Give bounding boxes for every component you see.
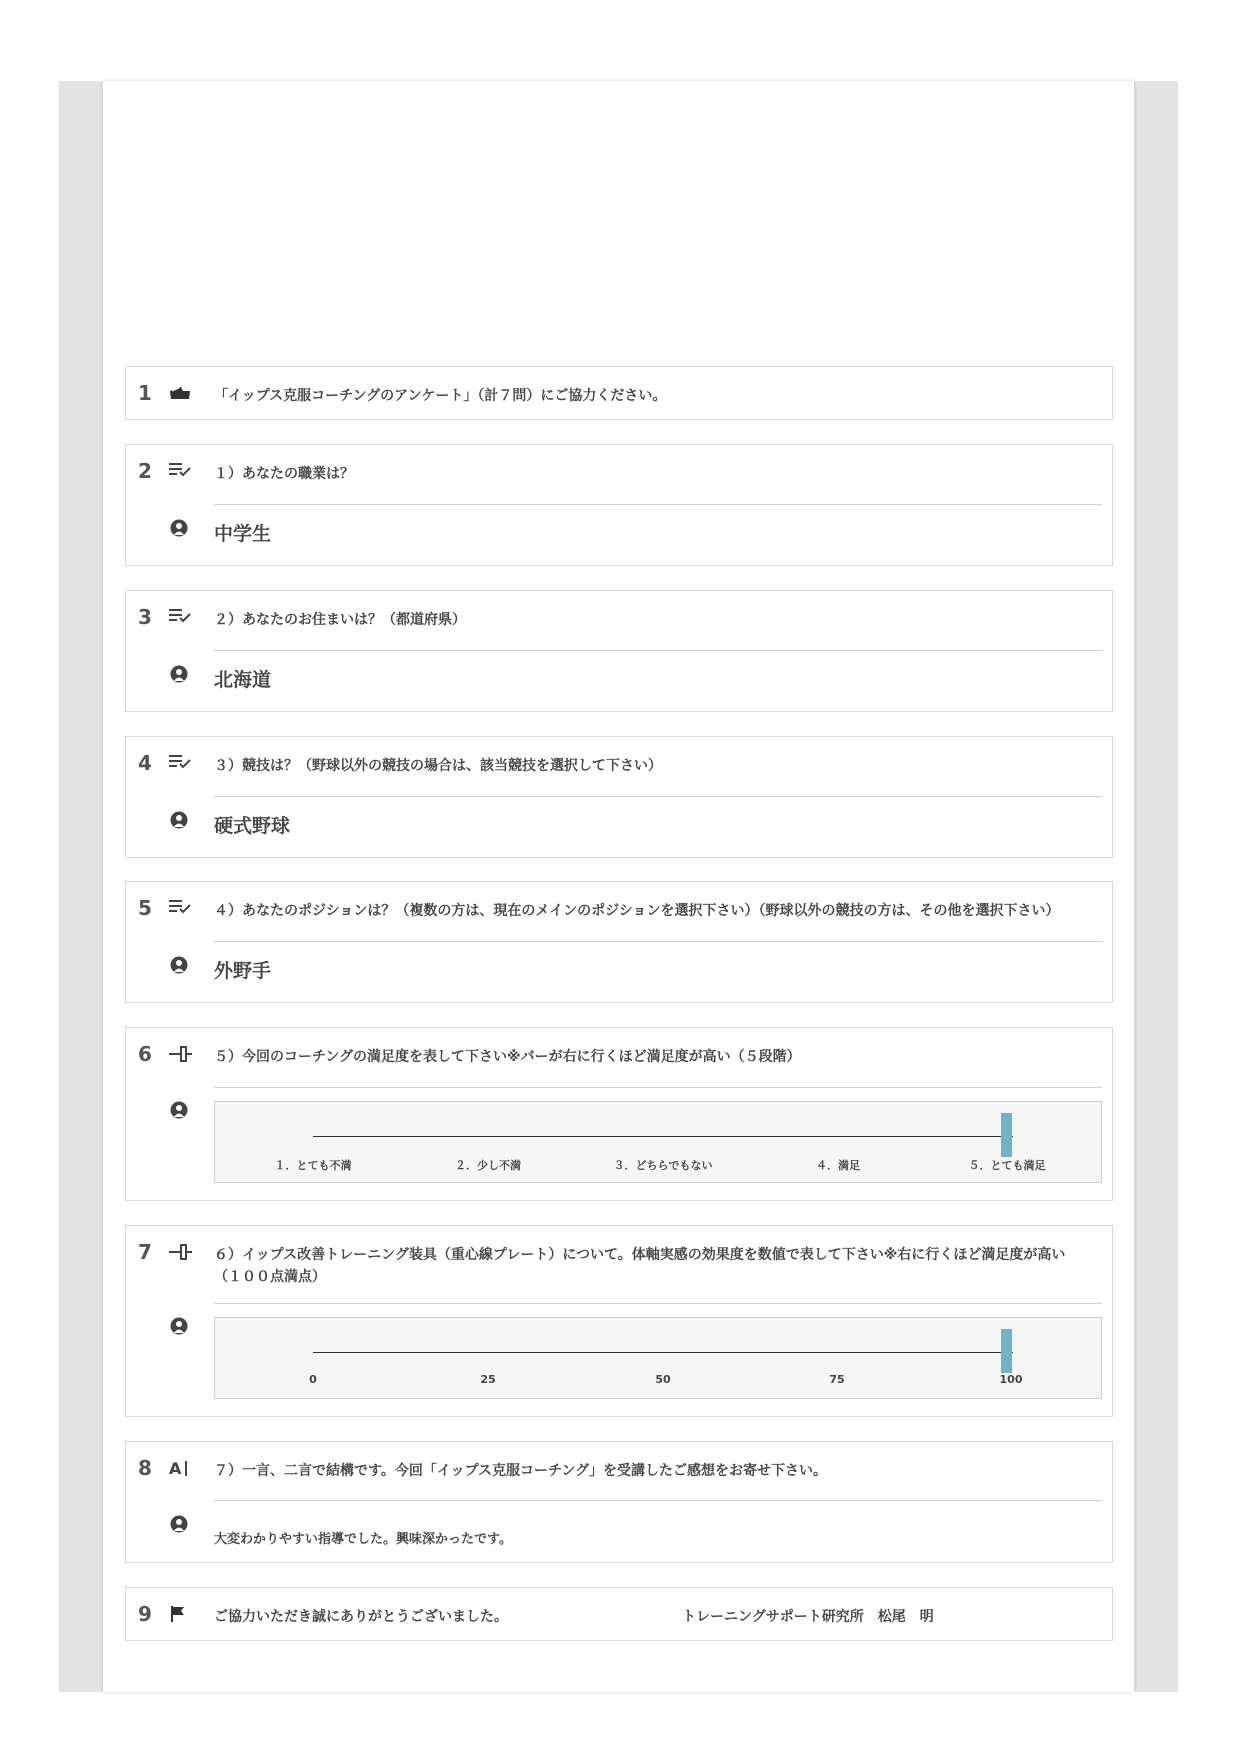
divider [214, 1500, 1102, 1501]
question-text: ２）あなたのお住まいは？（都道府県） [214, 612, 466, 628]
question-card [125, 881, 1113, 1003]
respondent-icon [170, 1317, 188, 1335]
closing-card [125, 1587, 1113, 1641]
divider [214, 1087, 1102, 1088]
scale-label: １．とても不満 [274, 1159, 352, 1172]
checklist-icon [169, 899, 193, 919]
checklist-icon [169, 754, 193, 774]
item-number: 6 [138, 1042, 152, 1066]
respondent-icon [170, 811, 188, 829]
respondent-icon [170, 956, 188, 974]
free-text-card [125, 1441, 1113, 1563]
question-text: ４）あなたのポジションは？（複数の方は、現在のメインのポジションを選択下さい）（野球以外の競技の方は、その他を選択下さい） [214, 903, 1060, 919]
effect-slider[interactable] [214, 1317, 1102, 1399]
slider-icon [169, 1243, 193, 1263]
scale-label: ２．少し不満 [455, 1159, 521, 1172]
respondent-icon [170, 665, 188, 683]
item-number: 3 [138, 605, 152, 629]
organization-name: トレーニングサポート研究所 松尾 明 [682, 1609, 934, 1625]
divider [214, 941, 1102, 942]
slider-icon [169, 1045, 193, 1065]
question-text: ５）今回のコーチングの満足度を表して下さい※バーが右に行くほど満足度が高い（５段階） [214, 1049, 801, 1065]
divider [214, 504, 1102, 505]
scale-label: ４．満足 [816, 1159, 860, 1172]
slider-track [313, 1352, 1013, 1353]
divider [214, 796, 1102, 797]
question-text: １）あなたの職業は？ [214, 466, 354, 482]
item-number: 2 [138, 459, 152, 483]
divider [214, 1303, 1102, 1304]
respondent-icon [170, 519, 188, 537]
slider-handle[interactable] [1001, 1329, 1012, 1373]
text-input-icon [169, 1459, 193, 1479]
question-card [125, 590, 1113, 712]
checklist-icon [169, 462, 193, 482]
intro-text: 「イップス克服コーチングのアンケート」（計７問）にご協力ください。 [214, 388, 667, 404]
checklist-icon [169, 608, 193, 628]
flag-icon [169, 1605, 193, 1625]
respondent-icon [170, 1515, 188, 1533]
slider-handle[interactable] [1001, 1113, 1012, 1157]
answer-text: 外野手 [214, 960, 272, 982]
scale-label: 25 [480, 1373, 496, 1386]
respondent-icon [170, 1101, 188, 1119]
left-margin-panel [59, 81, 103, 1692]
intro-card [125, 366, 1113, 420]
answer-text: 中学生 [214, 523, 272, 545]
scale-label: 100 [999, 1373, 1023, 1386]
scale-question-card [125, 1225, 1113, 1417]
scale-label: 0 [309, 1373, 317, 1386]
scale-label: ５．とても満足 [968, 1159, 1046, 1172]
scale-label: ３．どちらでもない [613, 1159, 713, 1172]
closing-text: ご協力いただき誠にありがとうございました。 [214, 1609, 508, 1625]
scale-label: 50 [655, 1373, 671, 1386]
item-number: 5 [138, 896, 152, 920]
answer-text: 北海道 [214, 669, 272, 691]
item-number: 4 [138, 751, 152, 775]
svg-text:A: A [169, 1459, 182, 1477]
question-text: ６）イップス改善トレーニング装具（重心線プレート）について。体軸実感の効果度を数値で表して下さい※右に行くほど満足度が高い（１００点満点） [214, 1247, 1066, 1285]
item-number: 9 [138, 1602, 152, 1626]
item-number: 1 [138, 381, 152, 405]
item-number: 7 [138, 1240, 152, 1264]
question-text: ３）競技は？（野球以外の競技の場合は、該当競技を選択して下さい） [214, 758, 662, 774]
right-margin-panel [1134, 81, 1178, 1692]
answer-text: 硬式野球 [214, 815, 291, 837]
answer-text: 大変わかりやすい指導でした。興味深かったです。 [214, 1532, 512, 1547]
welcome-icon [169, 384, 193, 404]
satisfaction-slider[interactable] [214, 1101, 1102, 1183]
scale-label: 75 [829, 1373, 845, 1386]
slider-track [313, 1136, 1013, 1137]
scale-question-card [125, 1027, 1113, 1201]
question-text: ７）一言、二言で結構です。今回「イップス克服コーチング」を受講したご感想をお寄せ下さい。 [214, 1463, 828, 1479]
question-card [125, 736, 1113, 858]
item-number: 8 [138, 1456, 152, 1480]
divider [214, 650, 1102, 651]
question-card [125, 444, 1113, 566]
